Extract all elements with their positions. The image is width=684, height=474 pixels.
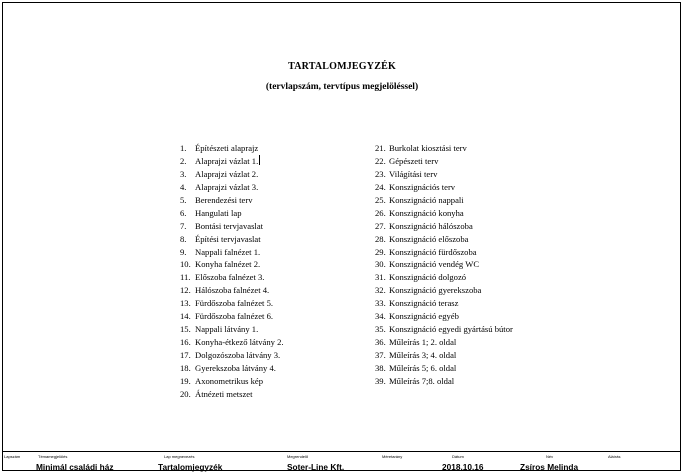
toc-item-number: 3. xyxy=(180,168,187,179)
footer-label-client: Megrendelő xyxy=(287,454,309,459)
toc-item-number: 16. xyxy=(180,337,191,348)
toc-item-label: Konszignáció konyha xyxy=(389,207,464,218)
footer-date: 2018.10.16 xyxy=(442,462,484,472)
toc-item-number: 34. xyxy=(375,311,386,322)
toc-item xyxy=(375,310,513,323)
toc-item xyxy=(375,246,513,259)
toc-item xyxy=(180,349,284,362)
toc-item xyxy=(375,168,513,181)
document-subtitle: (tervlapszám, tervtípus megjelöléssel) xyxy=(265,82,419,92)
toc-item xyxy=(375,155,513,168)
toc-item xyxy=(180,155,284,168)
toc-item-number: 20. xyxy=(180,388,191,399)
toc-item-number: 12. xyxy=(180,285,191,296)
toc-item-number: 37. xyxy=(375,350,386,360)
toc-item-label: Gépészeti terv xyxy=(389,155,439,166)
footer-sheet-name: Tartalomjegyzék xyxy=(158,462,223,472)
toc-item xyxy=(180,323,284,336)
toc-item xyxy=(375,323,513,336)
toc-item-label: Konszignáció gyerekszoba xyxy=(389,285,482,296)
toc-item-label: Gyerekszoba látvány 4. xyxy=(195,362,276,373)
toc-item-number: 1. xyxy=(180,143,187,153)
toc-item xyxy=(375,271,513,284)
page-border xyxy=(2,2,681,471)
toc-item-label: Konszignáció vendég WC xyxy=(389,259,480,270)
toc-item xyxy=(180,194,284,207)
toc-item-number: 26. xyxy=(375,207,386,218)
toc-item-number: 11. xyxy=(180,272,191,283)
toc-item-number: 5. xyxy=(180,194,187,205)
toc-item-number: 18. xyxy=(180,362,191,373)
toc-item-number: 4. xyxy=(180,181,187,192)
toc-item-label: Műleírás 1; 2. oldal xyxy=(389,337,457,348)
toc-item xyxy=(180,142,284,155)
toc-item-number: 24. xyxy=(375,181,386,192)
footer-client: Soter-Line Kft. xyxy=(287,462,345,472)
footer-name: Zsíros Melinda xyxy=(520,462,579,472)
toc-item-number: 27. xyxy=(375,220,386,231)
document-title: TARTALOMJEGYZÉK xyxy=(288,61,396,72)
toc-item-label: Konszignáció egyedi gyártású bútor xyxy=(389,324,513,335)
toc-item xyxy=(180,181,284,194)
toc-item xyxy=(375,233,513,246)
toc-item-number: 39. xyxy=(375,375,386,386)
toc-item-number: 21. xyxy=(375,143,386,153)
toc-item xyxy=(180,375,284,388)
toc-item-number: 15. xyxy=(180,324,191,335)
toc-item xyxy=(375,207,513,220)
toc-item-label: Konszignáció hálószoba xyxy=(389,220,473,231)
toc-item xyxy=(375,194,513,207)
footer-label-sheet-name: Lap megnevezés xyxy=(164,454,195,459)
toc-item-label: Nappali látvány 1. xyxy=(195,324,259,335)
toc-item-label: Fürdőszoba falnézet 5. xyxy=(195,298,274,309)
toc-item xyxy=(375,220,513,233)
toc-item-label: Műleírás 7;8. oldal xyxy=(389,375,455,386)
toc-item xyxy=(180,310,284,323)
toc-item-number: 36. xyxy=(375,337,386,348)
toc-item-label: Konszignáció egyéb xyxy=(389,311,459,322)
toc-item-label: Hangulati lap xyxy=(195,207,242,218)
toc-item-label: Hálószoba falnézet 4. xyxy=(195,285,270,296)
toc-item-label: Konszignáció dolgozó xyxy=(389,272,467,283)
toc-item-label: Nappali falnézet 1. xyxy=(195,246,261,257)
text-cursor xyxy=(259,155,260,165)
toc-item xyxy=(180,220,284,233)
footer-project: Minimál családi ház xyxy=(36,462,114,472)
toc-item-number: 8. xyxy=(180,233,187,244)
toc-item-number: 32. xyxy=(375,285,386,296)
toc-item-label: Fürdőszoba falnézet 6. xyxy=(195,311,274,322)
toc-item-number: 29. xyxy=(375,246,386,257)
toc-item-label: Konszignáció nappali xyxy=(389,194,464,205)
toc-item-label: Műleírás 5; 6. oldal xyxy=(389,362,457,373)
toc-item xyxy=(180,284,284,297)
toc-item-number: 38. xyxy=(375,362,386,373)
toc-item-number: 19. xyxy=(180,375,191,386)
toc-item xyxy=(180,297,284,310)
title-block xyxy=(2,451,681,471)
toc-item-label: Burkolat kiosztási terv xyxy=(389,143,467,153)
toc-item xyxy=(180,258,284,271)
toc-right-column xyxy=(375,142,513,388)
toc-item-number: 13. xyxy=(180,298,191,309)
toc-item-label: Konszignáció előszoba xyxy=(389,233,469,244)
toc-item xyxy=(180,168,284,181)
toc-item-label: Konszignációs terv xyxy=(389,181,456,192)
toc-item-label: Axonometrikus kép xyxy=(195,375,264,386)
toc-item-label: Műleírás 3; 4. oldal xyxy=(389,350,457,360)
toc-item-number: 28. xyxy=(375,233,386,244)
toc-item xyxy=(375,362,513,375)
toc-item-label: Dolgozószoba látvány 3. xyxy=(195,350,281,360)
toc-item xyxy=(375,181,513,194)
toc-item-number: 30. xyxy=(375,259,386,270)
toc-item xyxy=(180,362,284,375)
footer-label-signature: Aláírás xyxy=(608,454,621,459)
footer-label-date: Dátum xyxy=(452,454,464,459)
toc-item-number: 33. xyxy=(375,298,386,309)
toc-item xyxy=(180,246,284,259)
toc-item-label: Építészeti alaprajz xyxy=(195,143,259,153)
footer-label-sheet-no: Lapszám xyxy=(4,454,21,459)
toc-item-number: 2. xyxy=(180,155,187,166)
toc-item xyxy=(180,271,284,284)
footer-label-project: Témamegjelölés xyxy=(38,454,68,459)
toc-item-number: 22. xyxy=(375,155,386,166)
toc-item-number: 31. xyxy=(375,272,386,283)
toc-left-column xyxy=(180,142,284,401)
toc-item-label: Alaprajzi vázlat 2. xyxy=(195,168,259,179)
toc-item-label: Alaprajzi vázlat 3. xyxy=(195,181,259,192)
footer-label-scale: Méretarány xyxy=(382,454,403,459)
toc-item xyxy=(375,336,513,349)
toc-item-number: 10. xyxy=(180,259,191,270)
toc-item-label: Világítási terv xyxy=(389,168,438,179)
toc-item-label: Konyha falnézet 2. xyxy=(195,259,261,270)
toc-item xyxy=(375,284,513,297)
toc-item xyxy=(180,207,284,220)
toc-item xyxy=(375,349,513,362)
toc-item xyxy=(375,375,513,388)
toc-item-number: 9. xyxy=(180,246,187,257)
toc-item xyxy=(180,233,284,246)
toc-item-label: Bontási tervjavaslat xyxy=(195,220,264,231)
toc-item-number: 17. xyxy=(180,350,191,360)
toc-item xyxy=(180,336,284,349)
toc-item-label: Konszignáció terasz xyxy=(389,298,459,309)
footer-label-name: Név xyxy=(546,454,554,459)
toc-item xyxy=(375,297,513,310)
toc-item xyxy=(375,142,513,155)
toc-item xyxy=(180,388,284,401)
toc-item xyxy=(375,258,513,271)
toc-item-label: Konyha-étkező látvány 2. xyxy=(195,337,284,348)
toc-item-label: Előszoba falnézet 3. xyxy=(195,272,265,283)
toc-item-number: 23. xyxy=(375,168,386,179)
toc-item-label: Konszignáció fürdőszoba xyxy=(389,246,477,257)
toc-item-number: 25. xyxy=(375,194,386,205)
toc-item-number: 35. xyxy=(375,324,386,335)
toc-item-label: Átnézeti metszet xyxy=(195,388,253,399)
toc-item-number: 14. xyxy=(180,311,191,322)
toc-item-label: Berendezési terv xyxy=(195,194,253,205)
toc-item-label: Alaprajzi vázlat 1. xyxy=(195,155,259,166)
toc-item-number: 7. xyxy=(180,220,187,231)
toc-item-label: Építési tervjavaslat xyxy=(195,233,261,244)
toc-item-number: 6. xyxy=(180,207,187,218)
